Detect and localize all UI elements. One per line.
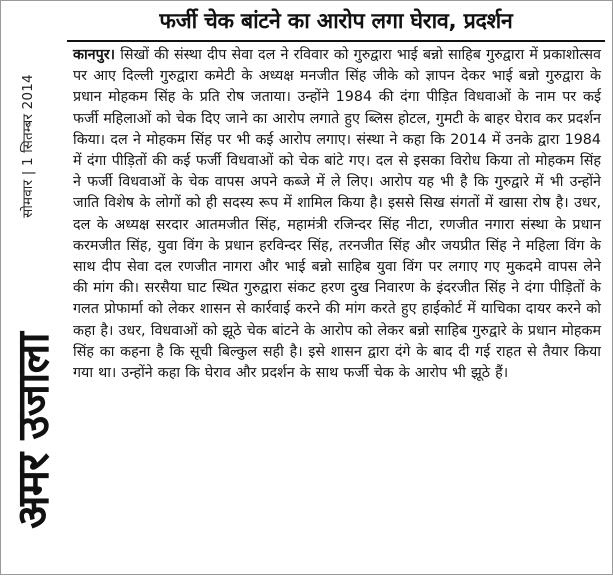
brand-strip xyxy=(5,293,60,568)
article-headline: फर्जी चेक बांटने का आरोप लगा घेराव, प्रदर्शन xyxy=(159,9,513,34)
clipping-sidebar xyxy=(1,1,59,576)
article-dateline: कानपुर। xyxy=(73,47,116,63)
article-body xyxy=(61,45,611,384)
article xyxy=(61,5,611,572)
article-body-text: सिखों की संस्था दीप सेवा दल ने रविवार को गुरुद्वारा भाई बन्नो साहिब गुरुद्वारा में प्रकाशोत्सव पर आए दिल्ली गुरुद्वारा कमेटी के अध्यक्ष मनजीत सिंह जीके को ज्ञापन देकर भाई बन्नो गुरुद्वारा के प्रधान मोहकम सिंह के प्रति रोष जताया। उन्होंने 1984 की दंगा पीड़ित विधवाओं के नाम पर कई फर्जी महिलाओं को चेक दिए जाने का आरोप लगाते हुए ब्लिस होटल, गुमटी के बाहर घेराव कर प्रदर्शन किया। दल ने मोहकम सिंह पर भी कई आरोप लगाए। संस्था ने कहा कि 2014 में उनके द्वारा 1984 में दंगा पीड़ितों की कई फर्जी विधवाओं को चेक बांटे गए। दल से इसका विरोध किया तो मोहकम सिंह ने फर्जी विधवाओं के चेक वापस अपने कब्जे में ले लिए। आरोप यह भी है कि गुरुद्वारे में भी उन्होंने जाति विशेष के लोगों को ही सदस्य रूप में शामिल किया है। इससे सिख संगतों में खासा रोष है। उधर, दल के अध्यक्ष सरदार आतमजीत सिंह, महामंत्री रजिन्दर सिंह नीटा, रणजीत नगारा संस्था के प्रधान करमजीत सिंह, युवा विंग के प्रधान हरविन्दर सिंह, तरनजीत सिंह और जयप्रीत सिंह ने महिला विंग के साथ दीप सेवा दल रणजीत नागरा और भाई बन्नो साहिब युवा विंग पर लगाए गए मुकदमे वापस लेने की मांग की। सरसैया घाट स्थित गुरुद्वारा संकट हरण दुख निवारण के इंदरजीत सिंह ने दंगा पीड़ितों के गलत प्रोफार्मा को लेकर शासन से कार्रवाई करने की मांग करते हुए हाईकोर्ट में याचिका दायर करने को कहा है। उधर, विधवाओं को झूठे चेक बांटने के आरोप को लेकर बन्नो साहिब गुरुद्वारे के प्रधान मोहकम सिंह का कहना है कि सूची बिल्कुल सही है। इसे शासन द्वारा दंगे के बाद दी गई राहत से तैयार किया गया था। उन्होंने कहा कि घेराव और प्रदर्शन के साथ फर्जी चेक के आरोप भी झूठे हैं। xyxy=(73,47,602,382)
date-strip xyxy=(9,1,45,291)
publication-date: सोमवार | 1 सितम्बर 2014 xyxy=(20,74,36,218)
headline-divider xyxy=(67,40,605,42)
newspaper-logo: अमर उजाला xyxy=(8,332,60,529)
